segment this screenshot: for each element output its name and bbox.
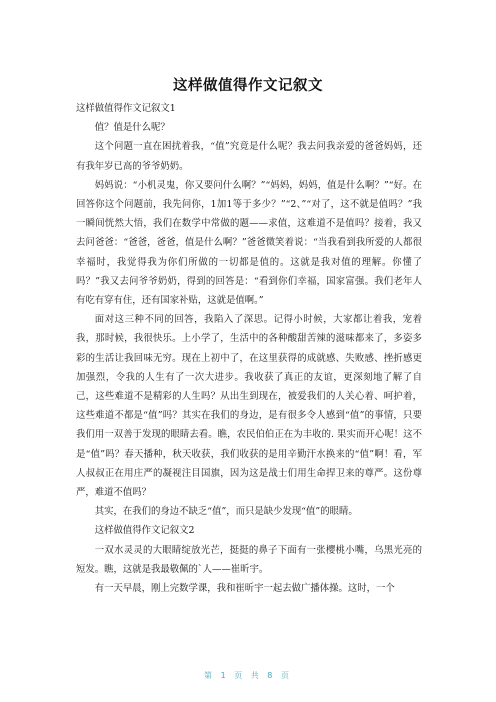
paragraph: 值？值是什么呢？ [94, 122, 170, 134]
paragraph: 妈妈说：“小机灵鬼，你又要问什么啊？”“妈妈，妈妈，值是什么啊？”“好。在回答你这个问题前，我先问你，1加1等于多少？”“2、”“对了，这不就是值吗？”我一瞬间恍然大悟，我们在数学中常做的题——求值，这难道不是值吗？接着，我又去问爸爸：“爸爸，爸爸，值是什么啊？”爸爸微笑着说：“当我看到我所爱的人都很幸福时，我觉得我为你们所做的一切都是值的。这就是我对值的理解。你懂了吗？”我又去问爷爷奶奶，得到的回答是：“看到你们幸福，国家富强。我们老年人有吃有穿有住，还有国家补贴，这就是值啊。” [76, 179, 422, 307]
page-footer: 第 1 页 共 8 页 [204, 671, 292, 680]
paragraph: 面对这三种不同的回答，我陷入了深思。记得小时候，大家都让着我，宠着我，那时候，我很快乐。上小学了，生活中的各种酸甜苦辣的滋味都来了，多姿多彩的生活让我回味无穷。现在上初中了，在这里获得的成就感、失败感、挫折感更加强烈，令我的人生有了一次大进步。我收获了真正的友谊，更深刻地了解了自己，这些难道不是精彩的人生吗？从出生到现在，被爱我们的人关心着、呵护着，这些难道不都是“值”吗？其实在我们的身边，是有很多令人感到“值”的事情，只要我们用一双善于发现的眼睛去看。瞧，农民伯伯正在为丰收的. 果实而开心呢！这不是“值”吗？春天播种，秋天收获，我们收获的是用辛勤汗水换来的“值”啊！看，军人叔叔正在用庄严的凝视注目国旗，因为这是战士们用生命捍卫来的尊严。这份尊严，难道不值吗？ [76, 314, 422, 499]
paragraph: 其实，在我们的身边不缺乏“值”，而只是缺少发现“值”的眼睛。 [94, 506, 358, 518]
paragraph: 一双水灵灵的大眼睛绽放光芒，挺挺的鼻子下面有一张樱桃小嘴，乌黑光亮的短发。瞧，这就是我最敬佩的`人——崔昕宇。 [76, 544, 422, 575]
document-body [76, 99, 422, 598]
paragraph: 这个问题一直在困扰着我，“值”究竟是什么呢？我去问我亲爱的爸爸妈妈，还有我年岁已高的爷爷奶奶。 [76, 141, 422, 172]
paragraph: 有一天早晨，刚上完数学课，我和崔昕宇一起去做广播体操。这时，一个 [94, 583, 395, 595]
paragraph: 这样做值得作文记叙文1 [76, 103, 176, 114]
document-title: 这样做值得作文记叙文 [173, 78, 323, 94]
paragraph: 这样做值得作文记叙文2 [94, 525, 195, 537]
